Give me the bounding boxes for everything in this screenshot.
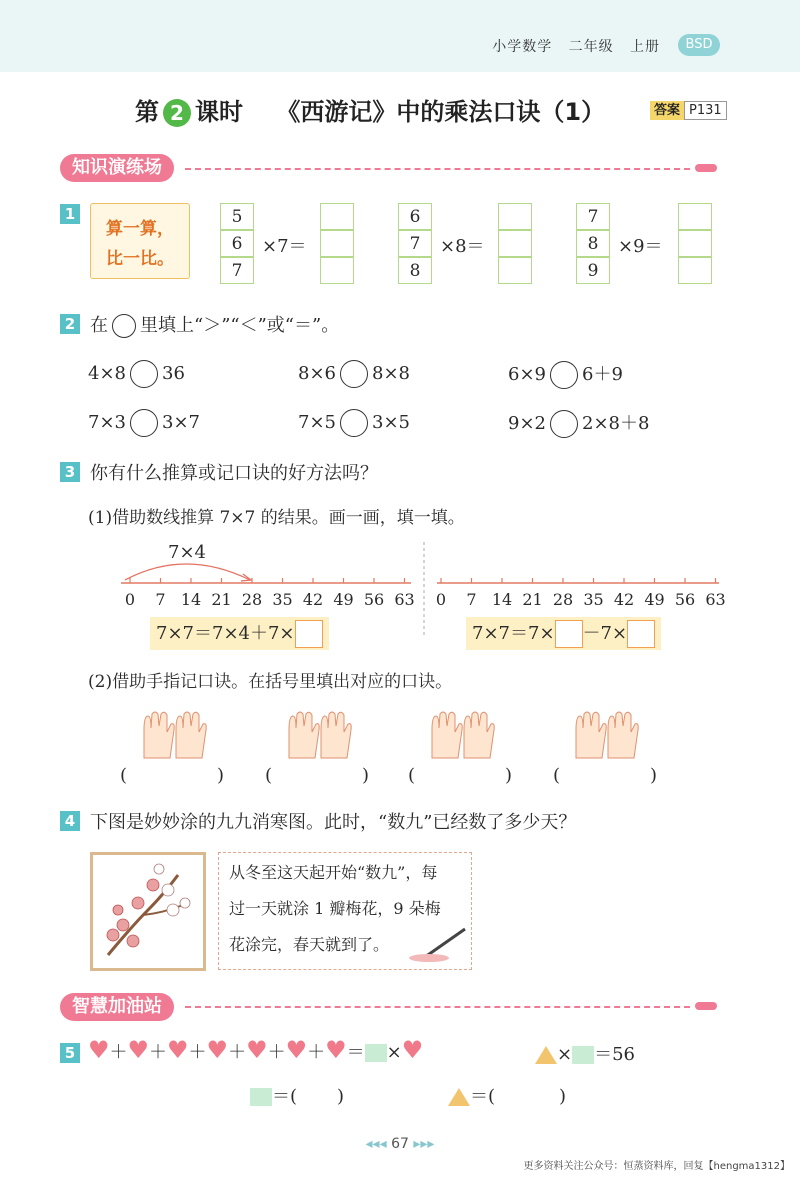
tick-label: 0 (124, 590, 136, 609)
section-divider (185, 1006, 690, 1008)
compare-right: 3×7 (162, 412, 200, 433)
tick-labels-right (0, 590, 800, 612)
title-prefix: 第 (135, 98, 159, 126)
compare-right: 36 (162, 363, 185, 384)
heart-icon: ♥ (206, 1036, 229, 1064)
answer-cell[interactable] (498, 257, 532, 284)
plus-sign: ＋ (109, 1042, 128, 1063)
calc-group-1 (220, 203, 254, 284)
answer-cell[interactable] (498, 230, 532, 257)
title-suffix: 课时 (195, 98, 243, 126)
square-icon (250, 1088, 272, 1106)
arrows-right-icon: ▸▸▸ (413, 1136, 435, 1152)
compare-left: 8×6 (298, 363, 336, 384)
answer-label: 答案 (650, 101, 684, 120)
question-number: 5 (60, 1043, 80, 1063)
factor-cell: 5 (220, 203, 254, 230)
answer-cell[interactable] (498, 203, 532, 230)
hand-icon (464, 712, 494, 758)
tick-label: 35 (272, 590, 293, 609)
circle-icon (112, 314, 136, 338)
answer-cell[interactable] (678, 203, 712, 230)
paren-answer-2[interactable] (265, 765, 369, 786)
question-text (90, 311, 339, 338)
compare-item (298, 409, 410, 437)
compare-item (508, 409, 649, 438)
answer-column-3 (678, 203, 712, 284)
times-sign: × (386, 1042, 402, 1063)
q2-text-b: 里填上“＞”“＜”或“＝”。 (140, 315, 340, 336)
heart-icon: ♥ (127, 1036, 150, 1064)
hand-icon (432, 712, 462, 758)
header-subject: 小学数学 (492, 39, 553, 55)
factor-cell: 9 (576, 257, 610, 284)
hand-icons (144, 712, 638, 758)
factor-cell: 7 (220, 257, 254, 284)
tick-label: 42 (302, 590, 324, 609)
paren-answer-3[interactable] (408, 765, 512, 786)
plus-sign: ＋ (267, 1042, 286, 1063)
equation-2-text-a: 7×7＝7× (472, 623, 555, 644)
equation-1 (150, 617, 329, 650)
edition-badge: BSD (678, 34, 720, 56)
heart-icon: ♥ (167, 1036, 189, 1064)
square-icon (365, 1044, 387, 1062)
calc-label-line1: 算一算， (106, 219, 174, 239)
fill-box[interactable] (627, 620, 655, 648)
hand-icon (289, 712, 319, 758)
triangle-equation (535, 1040, 635, 1066)
paren-open: ( (120, 765, 128, 786)
paren-open: ( (408, 765, 416, 786)
equation-2-text-b: －7× (582, 623, 628, 644)
heart-icon: ♥ (246, 1036, 268, 1064)
hand-icon (608, 712, 638, 758)
section-knowledge: 知识演练场 (60, 154, 174, 182)
factor-cell: 6 (220, 230, 254, 257)
triangle-answer (448, 1082, 566, 1108)
tick-label: 7 (466, 590, 477, 609)
compare-right: 2×8＋8 (582, 413, 650, 434)
answer-cell[interactable] (678, 230, 712, 257)
answer-cell[interactable] (320, 257, 354, 284)
part-1-text: (1)借助数线推算 7×7 的结果。画一画，填一填。 (88, 508, 465, 528)
tick-label: 7 (155, 590, 166, 609)
pencil-icon (695, 1002, 717, 1010)
answer-cell[interactable] (678, 257, 712, 284)
tick-label: 21 (211, 590, 232, 609)
tick-label: 0 (435, 590, 447, 609)
answer-close: ) (559, 1086, 567, 1107)
answer-close: ) (337, 1086, 345, 1107)
heart-icon: ♥ (285, 1036, 308, 1064)
compare-right: 8×8 (372, 363, 410, 384)
tick-label: 49 (333, 590, 354, 609)
paren-close: ) (650, 765, 658, 786)
tick-label: 28 (552, 590, 574, 609)
tick-label: 42 (613, 590, 635, 609)
heart-icon: ♥ (325, 1036, 347, 1064)
compare-circle[interactable] (130, 360, 158, 388)
compare-right: 6＋9 (582, 364, 623, 385)
paren-close: ) (217, 765, 225, 786)
compare-circle[interactable] (340, 360, 368, 388)
arrows-left-icon: ◂◂◂ (365, 1136, 387, 1152)
compare-left: 9×2 (508, 413, 546, 434)
paren-open: ( (265, 765, 273, 786)
square-answer (250, 1082, 344, 1108)
tick-label: 63 (394, 590, 415, 609)
calc-op: ×8＝ (440, 236, 485, 257)
paren-open: ( (553, 765, 561, 786)
tick-label: 35 (583, 590, 604, 609)
calc-label-box (90, 203, 190, 279)
compare-circle[interactable] (550, 410, 578, 438)
factor-cell: 7 (576, 203, 610, 230)
factor-cell: 8 (398, 257, 432, 284)
plum-blossom-icon (93, 855, 203, 968)
compare-left: 4×8 (88, 363, 126, 384)
arc-label: 7×4 (168, 542, 206, 563)
question-number: 3 (60, 462, 80, 482)
q2-text-a: 在 (90, 315, 108, 336)
note-line-3: 花涂完，春天就到了。 (229, 935, 390, 954)
page-footer (0, 1136, 800, 1152)
answer-ref (650, 99, 727, 118)
question-text: 你有什么推算或记口诀的好方法吗？ (90, 463, 378, 484)
paren-close: ) (362, 765, 370, 786)
answer-open: ＝( (272, 1086, 298, 1107)
answer-open: ＝( (470, 1086, 496, 1107)
section-challenge: 智慧加油站 (60, 993, 174, 1021)
hand-icon (144, 712, 174, 758)
part-2-text: (2)借助手指记口诀。在括号里填出对应的口诀。 (88, 672, 453, 692)
equation-result: ＝56 (594, 1044, 635, 1065)
fill-box[interactable] (295, 620, 323, 648)
plus-sign: ＋ (149, 1042, 168, 1063)
compare-right: 3×5 (372, 412, 410, 433)
pencil-icon (695, 164, 717, 172)
header-volume: 上册 (630, 39, 660, 55)
heart-icon: ♥ (401, 1036, 424, 1064)
tick-label: 14 (180, 590, 202, 609)
times-sign: × (557, 1044, 573, 1065)
hands-illustration (140, 710, 740, 762)
note-line-1: 从冬至这天起开始“数九”，每 (229, 863, 438, 882)
question-number: 4 (60, 811, 80, 831)
calc-op: ×7＝ (262, 236, 307, 257)
brush-icon (405, 925, 471, 965)
paren-close: ) (505, 765, 513, 786)
answer-page: P131 (684, 101, 727, 120)
tick-label: 56 (363, 590, 385, 609)
compare-item (88, 409, 200, 437)
heart-equation (88, 1036, 423, 1064)
tick-label: 21 (522, 590, 543, 609)
answer-column-2 (498, 203, 532, 284)
triangle-icon (448, 1088, 470, 1106)
watermark: 更多资料关注公众号：恒蒸资料库，回复【hengma1312】 (523, 1161, 790, 1172)
plus-sign: ＋ (228, 1042, 247, 1063)
hand-icon (176, 712, 206, 758)
plus-sign: ＋ (188, 1042, 207, 1063)
tick-label: 56 (674, 590, 696, 609)
question-number: 2 (60, 314, 80, 334)
compare-item (508, 360, 623, 389)
tick-label: 14 (491, 590, 513, 609)
calc-label-line2: 比一比。 (106, 249, 174, 269)
compare-left: 6×9 (508, 364, 546, 385)
factor-cell: 7 (398, 230, 432, 257)
heart-icon: ♥ (88, 1036, 110, 1064)
hand-icon (321, 712, 351, 758)
compare-item (298, 360, 410, 388)
factor-cell: 6 (398, 203, 432, 230)
paren-answer-1[interactable] (120, 765, 224, 786)
equation-2 (466, 617, 661, 650)
paren-answer-4[interactable] (553, 765, 657, 786)
compare-circle[interactable] (550, 361, 578, 389)
fill-box[interactable] (555, 620, 583, 648)
tick-label: 28 (241, 590, 263, 609)
square-icon (572, 1046, 594, 1064)
header-band (0, 0, 800, 72)
section-divider (185, 168, 690, 170)
note-line-2: 过一天就涂 1 瓣梅花，9 朵梅 (229, 899, 441, 918)
answer-cell[interactable] (320, 203, 354, 230)
question-text: 下图是妙妙涂的九九消寒图。此时，“数九”已经数了多少天？ (90, 812, 577, 833)
answer-column-1 (320, 203, 354, 284)
page-number: 67 (391, 1136, 409, 1152)
calc-group-3 (576, 203, 610, 284)
compare-item (88, 360, 185, 388)
hand-icon (576, 712, 606, 758)
lesson-name: 《西游记》中的乘法口诀（1） (276, 98, 606, 126)
compare-circle[interactable] (130, 409, 158, 437)
triangle-icon (535, 1046, 557, 1064)
equals-sign: ＝ (346, 1042, 365, 1063)
calc-op: ×9＝ (618, 236, 663, 257)
compare-circle[interactable] (340, 409, 368, 437)
plus-sign: ＋ (307, 1042, 326, 1063)
calc-group-2 (398, 203, 432, 284)
jump-arc (125, 564, 250, 580)
header-grade: 二年级 (568, 39, 614, 55)
lesson-number: 2 (163, 99, 191, 127)
factor-cell: 8 (576, 230, 610, 257)
tick-label: 49 (644, 590, 665, 609)
page-title (135, 92, 605, 127)
compare-left: 7×5 (298, 412, 336, 433)
plum-blossom-chart (90, 852, 206, 971)
equation-1-text: 7×7＝7×4＋7× (156, 623, 295, 644)
question-number: 1 (60, 204, 80, 224)
header-info (492, 36, 660, 56)
answer-cell[interactable] (320, 230, 354, 257)
tick-label: 63 (705, 590, 726, 609)
compare-left: 7×3 (88, 412, 126, 433)
